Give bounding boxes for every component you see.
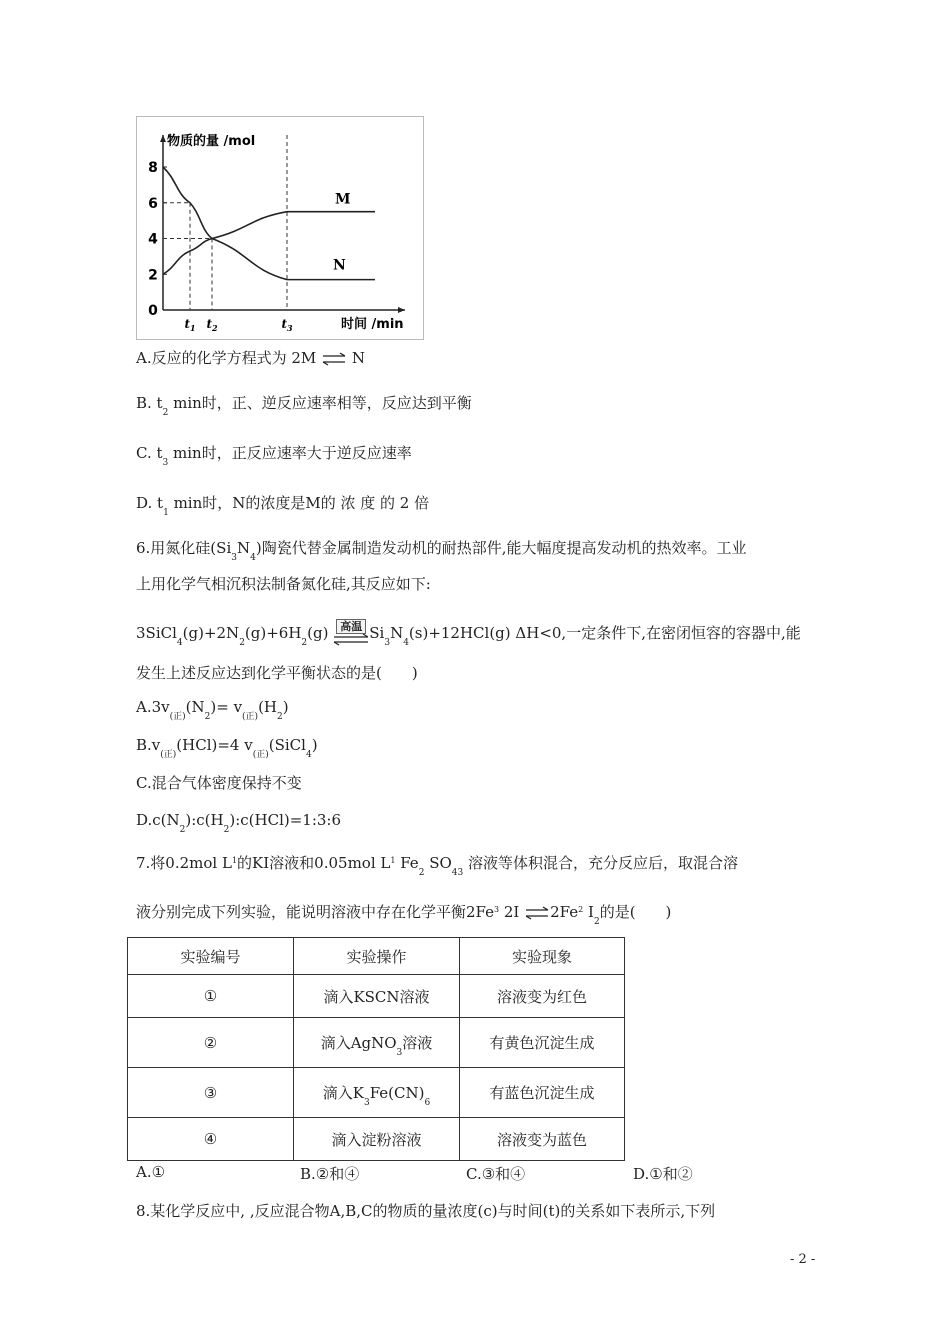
table-cell: 溶液变为蓝色 — [460, 1118, 625, 1161]
q8-stem-line1: 8.某化学反应中, ,反应混合物A,B,C的物质的量浓度(c)与时间(t)的关系如下表所示,下列 — [136, 1202, 716, 1220]
q5-option-c: C. $t_3$ min时，正反应速率大于逆反应速率 — [136, 444, 412, 468]
q7-stem-line2: 液分别完成下列实验，能说明溶液中存在化学平衡2Fe$^3$ 2I 2Fe$^2$ $I_2$的是( ) — [136, 903, 672, 927]
series-n-label: N — [333, 257, 346, 274]
table-row — [128, 975, 625, 1018]
table-cell: 有蓝色沉淀生成 — [460, 1068, 625, 1118]
table-cell: 滴入淀粉溶液 — [294, 1118, 460, 1161]
table-cell: 滴入KSCN溶液 — [294, 975, 460, 1018]
chart — [136, 116, 424, 340]
x-tick-label: $t_1$ — [184, 317, 196, 333]
table-cell: ③ — [128, 1068, 294, 1118]
q6-option-c: C.混合气体密度保持不变 — [136, 774, 302, 792]
q7-option-c: C.③和④ — [466, 1165, 526, 1183]
y-tick-label: 0 — [148, 303, 158, 319]
q6-equation: $3SiCl_4(g)+2N_2(g)+6H_2(g)$ 高温 $Si_3N_4(s)+12HCl(g)$ ΔH<0,一定条件下,在密闭恒容的容器中,能 — [136, 620, 801, 648]
q5-option-a: A.反应的化学方程式为 2M N — [136, 349, 365, 367]
table-cell: 滴入AgNO$_3$溶液 — [294, 1018, 460, 1068]
x-tick-label: $t_3$ — [281, 317, 293, 333]
equilibrium-arrow-icon — [524, 906, 550, 920]
equilibrium-arrow-icon — [333, 634, 369, 646]
q6-option-d: $D.c(N_2):c(H_2):c(HCl)=1:3:6$ — [136, 811, 342, 835]
table-row — [128, 1118, 625, 1161]
x-tick-label: $t_2$ — [206, 317, 218, 333]
chart-svg — [137, 117, 423, 339]
q6-stem-line1: 6.用氮化硅$(Si_3N_4)$陶瓷代替金属制造发动机的耐热部件,能大幅度提高发动机的热效率。工业 — [136, 539, 747, 563]
table-header-cell: 实验编号 — [128, 938, 294, 975]
q5-option-d: D. $t_1$ min时，N的浓度是M的 浓 度 的 2 倍 — [136, 494, 430, 518]
equilibrium-arrow-icon — [321, 352, 347, 366]
q7-option-b: B.②和④ — [300, 1165, 360, 1183]
q6-stem-line2: 上用化学气相沉积法制备氮化硅,其反应如下: — [136, 575, 431, 593]
q6-option-b: $B.v_{(正)}(HCl)=4$ $v_{(正)}(SiCl_4)$ — [136, 736, 318, 760]
table-cell: 有黄色沉淀生成 — [460, 1018, 625, 1068]
reaction-condition: 高温 — [336, 619, 366, 634]
table-header-cell: 实验现象 — [460, 938, 625, 975]
page-number: - 2 - — [790, 1252, 816, 1267]
table-cell: ④ — [128, 1118, 294, 1161]
table-header-row — [128, 938, 625, 975]
y-tick-label: 8 — [148, 160, 158, 176]
table-cell: ① — [128, 975, 294, 1018]
series-m-label: M — [335, 191, 351, 208]
y-tick-label: 2 — [148, 267, 158, 284]
x-axis-label: 时间 /min — [341, 317, 404, 332]
y-axis-arrow-icon — [160, 135, 166, 142]
table-row — [128, 1068, 625, 1118]
experiment-table — [127, 937, 625, 1161]
q7-stem-line1: 7.将0.2mol $L^1$的KI溶液和0.05mol $L^1$ $Fe_2$ $SO_{43}$ 溶液等体积混合，充分反应后，取混合溶 — [136, 854, 739, 878]
q7-option-a: A.① — [136, 1163, 166, 1181]
table-cell: ② — [128, 1018, 294, 1068]
table-cell: 滴入$K_3Fe(CN)_6$ — [294, 1068, 460, 1118]
q5-option-b: B. $t_2$ min时，正、逆反应速率相等，反应达到平衡 — [136, 394, 472, 418]
q6-stem-line4: 发生上述反应达到化学平衡状态的是( ) — [136, 664, 418, 682]
y-tick-label: 4 — [148, 231, 158, 248]
table-cell: 溶液变为红色 — [460, 975, 625, 1018]
q7-option-d: D.①和② — [633, 1165, 693, 1183]
table-row — [128, 1018, 625, 1068]
q6-option-a: $A.3v_{(正)}(N_2)= v_{(正)}(H_2)$ — [136, 698, 289, 722]
y-tick-label: 6 — [148, 195, 158, 212]
x-axis-arrow-icon — [398, 307, 405, 313]
table-header-cell: 实验操作 — [294, 938, 460, 975]
y-axis-label: 物质的量 /mol — [167, 134, 256, 149]
